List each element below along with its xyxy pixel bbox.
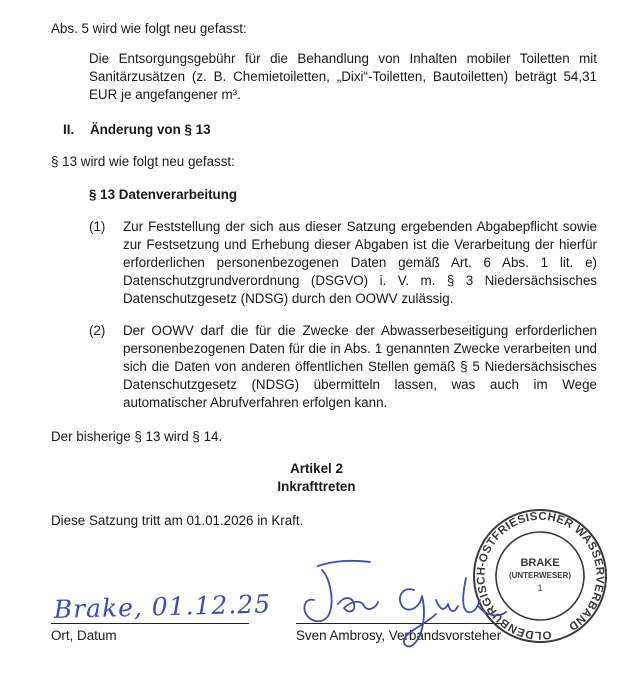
- seal-center-line-3: 1: [537, 583, 543, 593]
- renumber-note: Der bisherige § 13 wird § 14.: [51, 429, 223, 444]
- amendment-intro: Abs. 5 wird wie folgt neu gefasst:: [51, 21, 247, 36]
- clause-1-text: Zur Feststellung der sich aus dieser Satzung ergebenden Abgabepflicht sowie zur Festsetzung und Erhebung dieser Abgaben ist die Verarbeitung der hierfür erforderlichen personenbezogenen Daten gemäß Art. 6 Abs. 1 lit. e) Datenschutzgrundverordnung (DSGVO) i. V. m. § 3 Niedersächsisches Datenschutzgesetz (NDSG) durch den OOWV zulässig.: [123, 219, 597, 306]
- svg-text:Brake, 01.12.25: Brake, 01.12.25: [53, 589, 272, 624]
- signatory-label: Sven Ambrosy, Verbandsvorsteher: [296, 628, 502, 643]
- seal-ring-text: OLDENBURGISCH-OSTFRIESISCHER WASSERVERBAND: [475, 510, 606, 641]
- clause-2-text: Der OOWV darf die für die Zwecke der Abwasserbeseitigung erforderlichen personenbezogenen Daten für die in Abs. 1 genannten Zwecke verarbeiten und sich die Daten von anderen öffentlichen Stellen gemäß § 5 Niedersächsisches Datenschutzgesetz (NDSG) übermitteln lassen, was auch im Wege automatischer Abrufverfahren erfolgen kann.: [123, 323, 597, 410]
- paragraph-heading: § 13 Datenverarbeitung: [89, 187, 238, 202]
- section-heading: Änderung von § 13: [90, 122, 211, 137]
- article-subtitle: Inkrafttreten: [277, 479, 356, 494]
- article-title: Artikel 2: [290, 461, 343, 476]
- clause-1-number: (1): [89, 219, 106, 234]
- fee-paragraph: Die Entsorgungsgebühr für die Behandlung von Inhalten mobiler Toiletten mit Sanitärzusätzen (z. B. Chemietoiletten, „Dixi“-Toiletten, Bautoiletten) beträgt 54,31 EUR je angefangener m³.: [89, 51, 597, 102]
- new-text-intro: § 13 wird wie folgt neu gefasst:: [51, 154, 235, 169]
- seal-center-line-1: BRAKE: [520, 557, 560, 569]
- clause-2-number: (2): [89, 323, 106, 338]
- place-date-label: Ort, Datum: [51, 628, 117, 643]
- section-number: II.: [63, 122, 75, 137]
- seal-center-line-2: (UNTERWESER): [508, 571, 572, 580]
- effective-date-sentence: Diese Satzung tritt am 01.01.2026 in Kraft.: [51, 513, 304, 528]
